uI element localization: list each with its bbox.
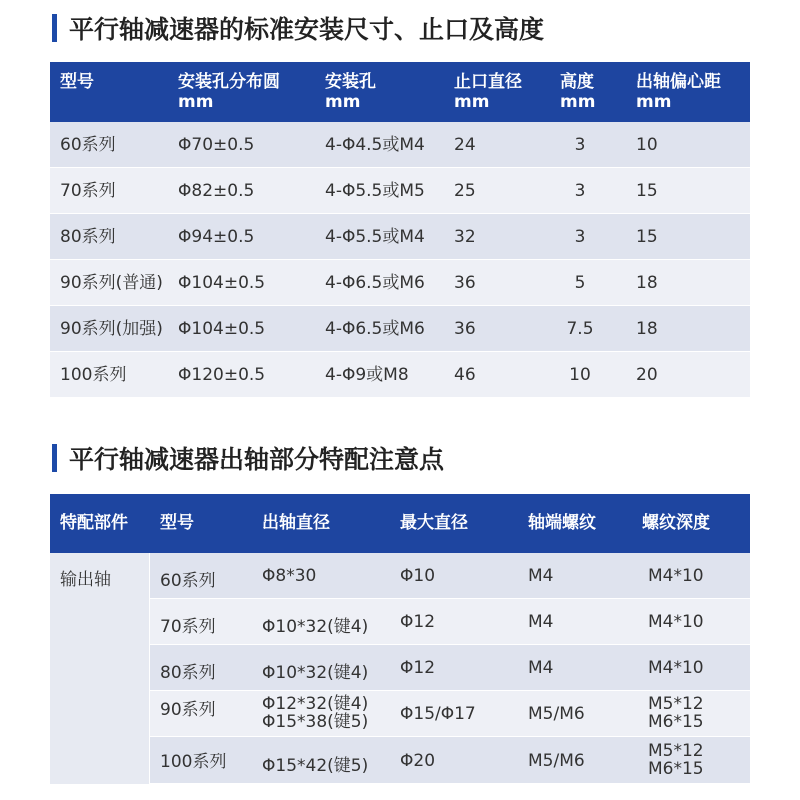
header-model: 型号 <box>60 72 94 92</box>
table-row <box>50 260 750 306</box>
cell-max: Φ20 <box>400 751 436 771</box>
cell-depth: M4*10 <box>648 566 704 586</box>
header-mounting-hole: 安装孔 mm <box>325 72 376 112</box>
cell-hole-circle: Φ120±0.5 <box>178 365 266 385</box>
part-cell <box>50 553 149 784</box>
cell-mounting-hole: 4-Φ6.5或M6 <box>325 319 425 339</box>
cell-height: 5 <box>574 273 586 293</box>
table-row <box>150 553 750 599</box>
table-row <box>150 599 750 645</box>
header-height: 高度 mm <box>560 72 596 112</box>
cell-model: 60系列 <box>60 135 116 155</box>
cell-model: 90系列(普通) <box>60 273 163 293</box>
cell-hole-circle: Φ94±0.5 <box>178 227 255 247</box>
cell-offset: 18 <box>636 273 658 293</box>
header-hole-circle: 安装孔分布圆 mm <box>178 72 280 112</box>
cell-max: Φ10 <box>400 566 436 586</box>
header-thread-depth: 螺纹深度 <box>642 513 710 533</box>
cell-hole-circle: Φ82±0.5 <box>178 181 255 201</box>
cell-hole-circle: Φ104±0.5 <box>178 319 266 339</box>
section-title-text: 平行轴减速器的标准安装尺寸、止口及高度 <box>69 15 545 44</box>
section-title-installation <box>52 10 544 46</box>
cell-thread: M5/M6 <box>528 751 585 771</box>
cell-mounting-hole: 4-Φ5.5或M5 <box>325 181 425 201</box>
cell-height: 3 <box>574 135 586 155</box>
table-row <box>50 306 750 352</box>
cell-thread: M4 <box>528 566 554 586</box>
cell-thread: M4 <box>528 658 554 678</box>
cell-max: Φ15/Φ17 <box>400 704 476 724</box>
table-body <box>50 553 750 784</box>
cell-max: Φ12 <box>400 612 436 632</box>
cell-spigot: 36 <box>454 319 476 339</box>
table-row <box>150 645 750 691</box>
cell-model: 80系列 <box>160 663 216 683</box>
title-accent-bar <box>52 444 57 472</box>
cell-model: 60系列 <box>160 571 216 591</box>
header-max-diameter: 最大直径 <box>400 513 468 533</box>
table-row <box>150 691 750 737</box>
cell-hole-circle: Φ70±0.5 <box>178 135 255 155</box>
table-row <box>50 214 750 260</box>
cell-model: 90系列(加强) <box>60 319 163 339</box>
header-shaft-offset: 出轴偏心距 mm <box>636 72 721 112</box>
cell-shaft: Φ8*30 <box>262 566 317 586</box>
cell-shaft: Φ10*32(键4) <box>262 617 369 637</box>
cell-model: 100系列 <box>60 365 127 385</box>
section-title-text: 平行轴减速器出轴部分特配注意点 <box>69 445 445 474</box>
cell-shaft: Φ12*32(键4) Φ15*38(键5) <box>262 694 369 732</box>
cell-model: 80系列 <box>60 227 116 247</box>
cell-max: Φ12 <box>400 658 436 678</box>
cell-height: 10 <box>569 365 591 385</box>
cell-thread: M4 <box>528 612 554 632</box>
cell-spigot: 32 <box>454 227 476 247</box>
header-shaft-diameter: 出轴直径 <box>262 513 330 533</box>
cell-shaft: Φ15*42(键5) <box>262 756 369 776</box>
cell-depth: M4*10 <box>648 658 704 678</box>
table-row <box>50 168 750 214</box>
cell-height: 3 <box>574 227 586 247</box>
cell-spigot: 24 <box>454 135 476 155</box>
title-accent-bar <box>52 14 57 42</box>
header-part: 特配部件 <box>60 513 128 533</box>
cell-mounting-hole: 4-Φ5.5或M4 <box>325 227 425 247</box>
cell-spigot: 46 <box>454 365 476 385</box>
section-title-output-shaft <box>52 440 444 476</box>
cell-offset: 15 <box>636 181 658 201</box>
output-shaft-table <box>50 494 750 784</box>
cell-depth: M4*10 <box>648 612 704 632</box>
header-model: 型号 <box>160 513 194 533</box>
cell-offset: 18 <box>636 319 658 339</box>
cell-model: 100系列 <box>160 752 227 772</box>
table-header <box>50 494 750 553</box>
cell-spigot: 25 <box>454 181 476 201</box>
cell-model: 70系列 <box>60 181 116 201</box>
cell-depth: M5*12 M6*15 <box>648 694 704 732</box>
installation-dimensions-table <box>50 62 750 398</box>
cell-shaft: Φ10*32(键4) <box>262 663 369 683</box>
cell-offset: 10 <box>636 135 658 155</box>
cell-height: 7.5 <box>566 319 594 339</box>
cell-height: 3 <box>574 181 586 201</box>
table-row <box>50 352 750 398</box>
cell-offset: 15 <box>636 227 658 247</box>
cell-mounting-hole: 4-Φ9或M8 <box>325 365 409 385</box>
cell-mounting-hole: 4-Φ4.5或M4 <box>325 135 425 155</box>
table-row <box>150 737 750 784</box>
cell-model: 90系列 <box>160 700 216 720</box>
cell-model: 70系列 <box>160 617 216 637</box>
header-spigot-diameter: 止口直径 mm <box>454 72 522 112</box>
cell-thread: M5/M6 <box>528 704 585 724</box>
cell-mounting-hole: 4-Φ6.5或M6 <box>325 273 425 293</box>
part-label: 输出轴 <box>60 570 111 590</box>
cell-spigot: 36 <box>454 273 476 293</box>
table-row <box>50 122 750 168</box>
cell-depth: M5*12 M6*15 <box>648 741 704 779</box>
cell-offset: 20 <box>636 365 658 385</box>
cell-hole-circle: Φ104±0.5 <box>178 273 266 293</box>
table-header <box>50 62 750 122</box>
header-thread: 轴端螺纹 <box>528 513 596 533</box>
